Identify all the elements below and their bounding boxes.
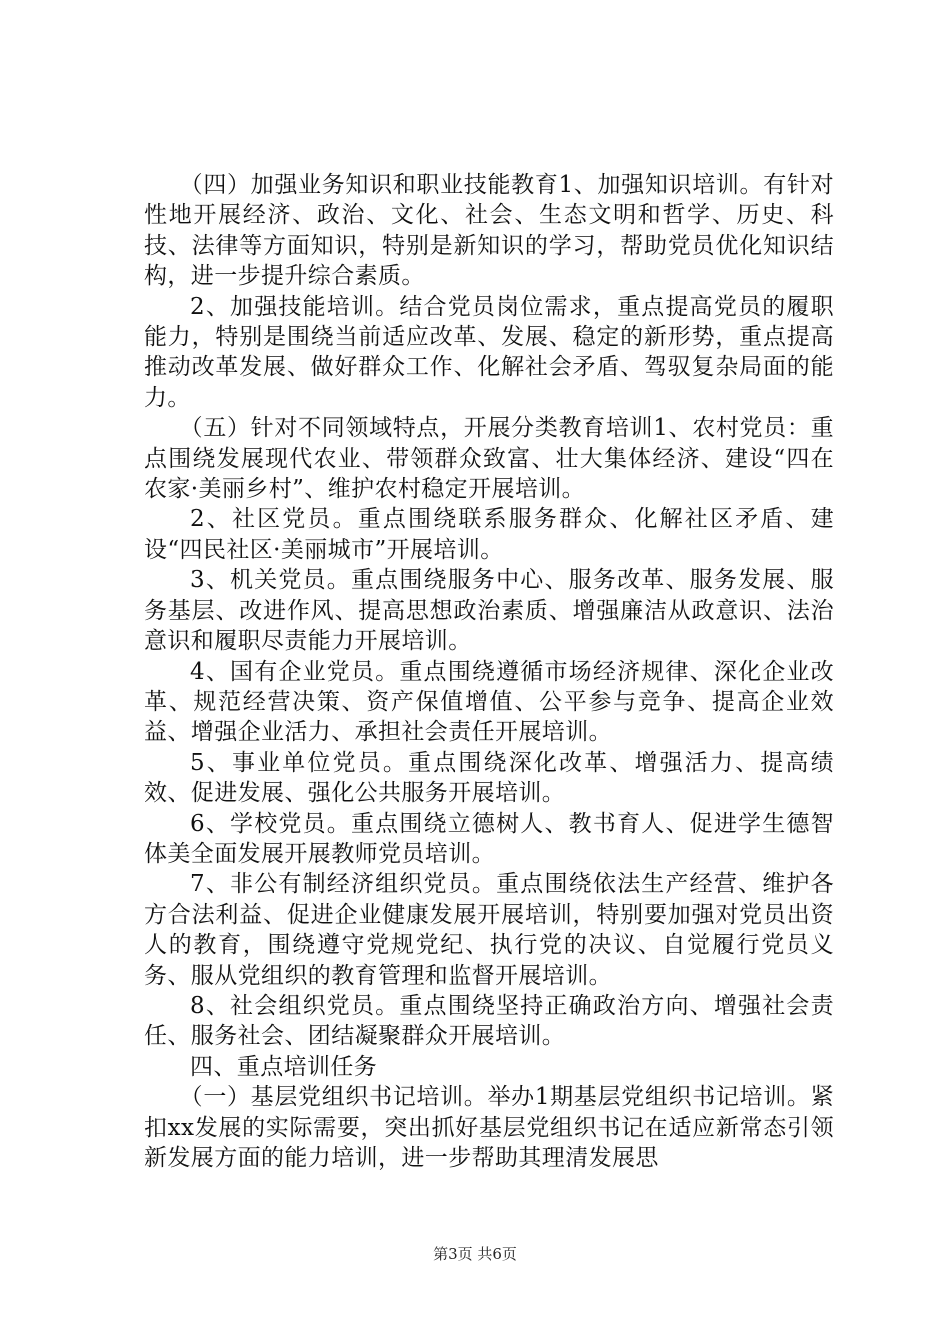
paragraph-social-org-members: 8、社会组织党员。重点围绕坚持正确政治方向、增强社会责任、服务社会、团结凝聚群众开展培训。 <box>144 992 834 1050</box>
paragraph-agency-members: 3、机关党员。重点围绕服务中心、服务改革、服务发展、服务基层、改进作风、提高思想政治素质、增强廉洁从政意识、法治意识和履职尽责能力开展培训。 <box>144 567 834 655</box>
paragraph-section-5: （五）针对不同领域特点，开展分类教育培训1、农村党员：重点围绕发展现代农业、带领群众致富、壮大集体经济、建设“四在农家·美丽乡村”、维护农村稳定开展培训。 <box>144 415 834 503</box>
paragraph-skill-training: 2、加强技能培训。结合党员岗位需求，重点提高党员的履职能力，特别是围绕当前适应改革、发展、稳定的新形势，重点提高推动改革发展、做好群众工作、化解社会矛盾、驾驭复杂局面的能力。 <box>144 293 834 411</box>
paragraph-soe-members: 4、国有企业党员。重点围绕遵循市场经济规律、深化企业改革、规范经营决策、资产保值增值、公平参与竞争、提高企业效益、增强企业活力、承担社会责任开展培训。 <box>144 658 834 746</box>
section-heading-key-tasks: 四、重点培训任务 <box>190 1053 378 1080</box>
paragraph-secretary-training: （一）基层党组织书记培训。举办1期基层党组织书记培训。紧扣xx发展的实际需要，突出抓好基层党组织书记在适应新常态引领新发展方面的能力培训，进一步帮助其理清发展思 <box>144 1084 834 1171</box>
page-footer: 第3页 共6页 <box>433 1245 517 1263</box>
paragraph-institution-members: 5、事业单位党员。重点围绕深化改革、增强活力、提高绩效、促进发展、强化公共服务开展培训。 <box>144 749 834 807</box>
paragraph-private-sector-members: 7、非公有制经济组织党员。重点围绕依法生产经营、维护各方合法利益、促进企业健康发展开展培训，特别要加强对党员出资人的教育，围绕遵守党规党纪、执行党的决议、自觉履行党员义务、服从党组织的教育管理和监督开展培训。 <box>144 871 834 989</box>
paragraph-section-4: （四）加强业务知识和职业技能教育1、加强知识培训。有针对性地开展经济、政治、文化、社会、生态文明和哲学、历史、科技、法律等方面知识，特别是新知识的学习，帮助党员优化知识结构，进一步提升综合素质。 <box>144 172 834 290</box>
paragraph-community-members: 2、社区党员。重点围绕联系服务群众、化解社区矛盾、建设“四民社区·美丽城市”开展培训。 <box>144 506 834 563</box>
document-body <box>144 170 834 1173</box>
paragraph-school-members: 6、学校党员。重点围绕立德树人、教书育人、促进学生德智体美全面发展开展教师党员培训。 <box>144 810 834 867</box>
